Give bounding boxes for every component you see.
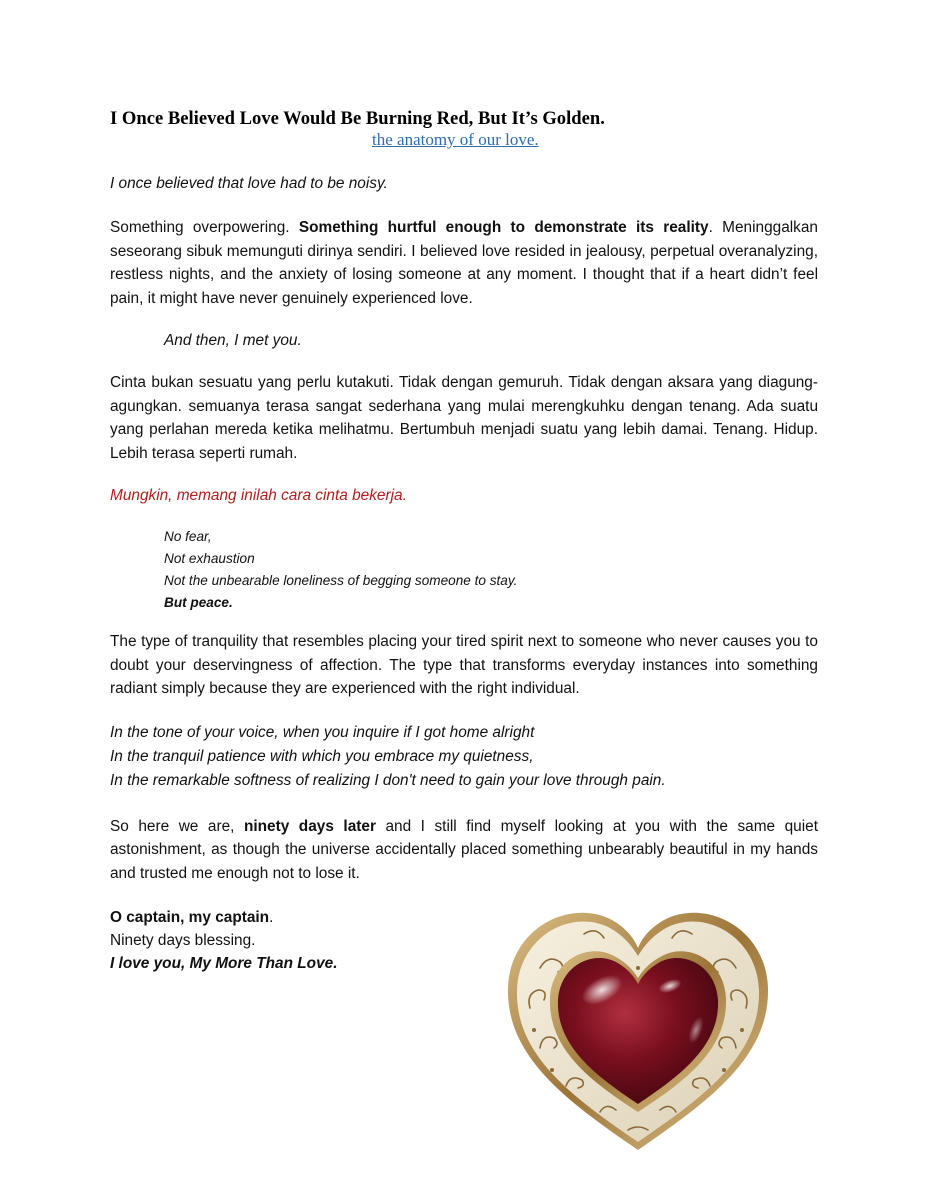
document-title: I Once Believed Love Would Be Burning Red, But It’s Golden.: [110, 108, 605, 129]
paragraph-4-start: So here we are,: [110, 817, 244, 835]
poem-block: [164, 526, 818, 614]
lines-line-1: In the tone of your voice, when you inquire if I got home alright: [110, 724, 535, 742]
heart-brooch-svg: [500, 898, 776, 1160]
paragraph-4-rest: and I still find myself looking at you with the same quiet astonishment, as though the universe accidentally placed something unbearably beautiful in my hands and trusted me enough not to lose it.: [110, 817, 818, 883]
signoff-line-3-text: I love you, My More Than Love.: [110, 954, 338, 972]
document-body: [110, 108, 818, 975]
paragraph-3: The type of tranquility that resembles placing your tired spirit next to someone who never causes you to doubt your deservingness of affection. The type that transforms everyday instances into something radiant simply because they are experienced with the right individual.: [110, 632, 818, 698]
heart-brooch-image: [500, 898, 776, 1160]
poem-line-3: Not the unbearable loneliness of begging someone to stay.: [164, 572, 518, 588]
signoff-line-1-bold: O captain, my captain: [110, 908, 270, 926]
paragraph-2: Cinta bukan sesuatu yang perlu kutakuti. Tidak dengan gemuruh. Tidak dengan aksara yang diagung-agungkan. semuanya terasa sangat sederhana yang mulai merengkuhku dengan tenang. Ada suatu yang perlahan mereda ketika melihatmu. Bertumbuh menjadi suatu yang lebih damai. Tenang. Hidup. Lebih terasa seperti rumah.: [110, 373, 818, 463]
poem-line-4: But peace.: [164, 594, 233, 610]
paragraph-1-rest: . Meninggalkan seseorang sibuk memunguti dirinya sendiri. I believed love resided in jealousy, perpetual overanalyzing, restless nights, and the anxiety of losing someone at any moment. I thought that if a heart didn’t feel pain, it might have never genuinely experienced love.: [110, 218, 818, 308]
paragraph-1-start: Something overpowering.: [110, 218, 299, 236]
mungkin-line: Mungkin, memang inilah cara cinta bekerja.: [110, 486, 407, 504]
intro-line: I once believed that love had to be noisy.: [110, 175, 388, 192]
signoff-line-2: Ninety days blessing.: [110, 931, 256, 949]
paragraph-4: [110, 815, 818, 886]
subtitle-link[interactable]: the anatomy of our love.: [372, 130, 539, 149]
poem-line-2: Not exhaustion: [164, 550, 255, 566]
paragraph-4-bold: ninety days later: [243, 817, 376, 835]
lines-block: [110, 721, 818, 792]
paragraph-1-bold: Something hurtful enough to demonstrate its reality: [298, 218, 709, 236]
lines-line-2: In the tranquil patience with which you embrace my quietness,: [110, 747, 534, 765]
lines-line-3: In the remarkable softness of realizing I don't need to gain your love through pain.: [110, 771, 666, 789]
paragraph-1: [110, 216, 818, 311]
then-line: And then, I met you.: [164, 331, 302, 349]
poem-line-1: No fear,: [164, 528, 212, 544]
signoff-line-1-end: .: [269, 908, 274, 926]
